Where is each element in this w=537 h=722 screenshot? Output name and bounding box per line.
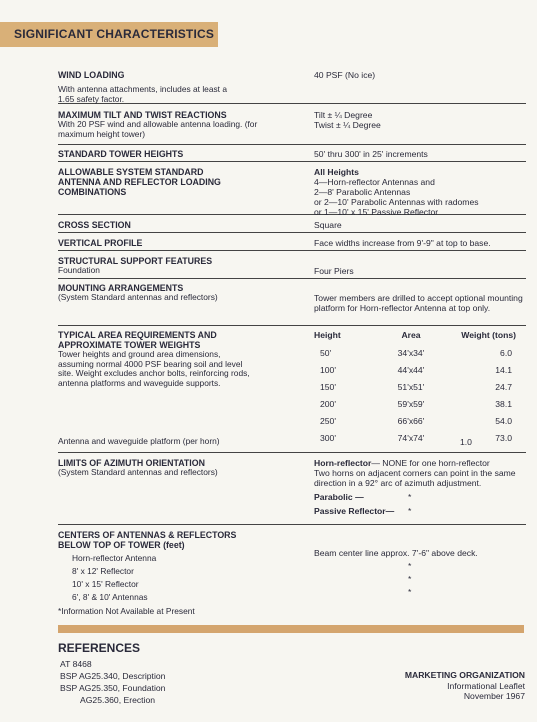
weights-table	[314, 330, 526, 446]
cell-weight: 54.0	[495, 415, 512, 426]
references-title: REFERENCES	[58, 641, 141, 655]
centers-item: 6', 8' & 10' Antennas	[72, 592, 148, 602]
characteristics-list	[58, 62, 526, 605]
heights-title: STANDARD TOWER HEIGHTS	[58, 149, 184, 159]
centers-value: *	[408, 587, 412, 597]
table-row	[314, 395, 526, 412]
references-list	[60, 658, 165, 706]
twist-value: Twist ± ¼ Degree	[314, 120, 381, 130]
divider-bar	[58, 625, 524, 633]
section-tilt-twist	[58, 104, 526, 145]
cell-area: 51'x51'	[397, 381, 425, 392]
cross-title: CROSS SECTION	[58, 220, 131, 230]
page-title: SIGNIFICANT CHARACTERISTICS	[14, 27, 215, 41]
marketing-leaflet: Informational Leaflet	[447, 680, 525, 691]
horn-label: Horn-reflector	[314, 458, 372, 468]
vertical-value: Face widths increase from 9'-9" at top to base.	[314, 238, 491, 248]
heights-value: 50' thru 300' in 25' increments	[314, 149, 428, 159]
reference-item: AG25.360, Erection	[80, 695, 156, 705]
col-header-height: Height	[314, 330, 341, 340]
centers-item: 8' x 12' Reflector	[72, 566, 134, 576]
structural-title: STRUCTURAL SUPPORT FEATURES	[58, 256, 213, 266]
cell-weight: 73.0	[495, 432, 512, 443]
cell-height: 150'	[320, 381, 336, 392]
centers-value: *	[408, 574, 412, 584]
mounting-title: MOUNTING ARRANGEMENTS	[58, 283, 184, 293]
cell-weight: 14.1	[495, 364, 512, 375]
marketing-org: MARKETING ORGANIZATION	[404, 670, 525, 680]
table-row	[314, 344, 526, 361]
centers-item: Horn-reflector Antenna	[72, 553, 157, 563]
cell-height: 200'	[320, 398, 336, 409]
table-row	[314, 412, 526, 429]
cell-height: 300'	[320, 432, 336, 443]
wind-desc: With antenna attachments, includes at least a 1.65 safety factor.	[58, 84, 227, 104]
cell-area: 34'x34'	[397, 347, 425, 358]
passive-value: *	[408, 506, 412, 516]
section-tower-heights	[58, 145, 526, 162]
allowable-line: or 2—10' Parabolic Antennas with radomes	[314, 197, 479, 207]
passive-label: Passive Reflector—	[314, 506, 395, 516]
allowable-head: All Heights	[314, 167, 359, 177]
cross-value: Square	[314, 220, 342, 230]
parabolic-value: *	[408, 492, 412, 502]
marketing-date: November 1967	[463, 691, 525, 701]
reference-item: BSP AG25.340, Description	[60, 671, 166, 681]
centers-value: Beam center line approx. 7'-6" above deck.	[314, 548, 478, 558]
limits-desc: (System Standard antennas and reflectors)	[58, 467, 218, 477]
vertical-title: VERTICAL PROFILE	[58, 238, 143, 248]
section-vertical-profile	[58, 233, 526, 251]
table-row	[314, 361, 526, 378]
horn-text-2: Two horns on adjacent corners can point in the same direction in a 92° arc of azimuth adjustment.	[314, 468, 516, 488]
wind-title: WIND LOADING	[58, 70, 125, 80]
wind-value: 40 PSF (No ice)	[314, 70, 376, 80]
horn-text: — NONE for one horn-reflector	[371, 458, 490, 468]
cell-height: 50'	[320, 347, 332, 358]
platform-value: 1.0	[460, 437, 472, 447]
centers-title: CENTERS OF ANTENNAS & REFLECTORS BELOW TOP OF TOWER (feet)	[58, 530, 237, 550]
cell-weight: 24.7	[495, 381, 512, 392]
table-row	[314, 378, 526, 395]
section-mounting	[58, 279, 526, 326]
section-allowable-combinations	[58, 162, 526, 215]
allowable-title: ALLOWABLE SYSTEM STANDARD ANTENNA AND REFLECTOR LOADING COMBINATIONS	[58, 167, 221, 197]
section-azimuth-limits	[58, 453, 526, 525]
centers-item: 10' x 15' Reflector	[72, 579, 139, 589]
allowable-line: or 1—10' x 15' Passive Reflector	[314, 207, 439, 217]
centers-value: *	[408, 561, 412, 571]
typical-desc: Tower heights and ground area dimensions, assuming normal 4000 PSF bearing soil and level site. Weight excludes anchor bolts, reinforcing rods, antenna platforms and waveguide supports.	[58, 349, 250, 388]
tilt-desc: With 20 PSF wind and allowable antenna loading. (for maximum height tower)	[58, 119, 258, 139]
col-header-area: Area	[401, 330, 421, 340]
section-antenna-centers	[58, 525, 526, 605]
col-header-weight: Weight (tons)	[461, 330, 516, 340]
limits-title: LIMITS OF AZIMUTH ORIENTATION	[58, 458, 205, 468]
mounting-value: Tower members are drilled to accept optional mounting platform for Horn-reflector Antenna at top only.	[314, 293, 523, 313]
structural-label: Foundation	[58, 265, 100, 275]
cell-height: 250'	[320, 415, 336, 426]
section-typical-area	[58, 326, 526, 453]
typical-title: TYPICAL AREA REQUIREMENTS AND APPROXIMATE TOWER WEIGHTS	[58, 330, 217, 350]
allowable-line: 4—Horn-reflector Antennas and	[314, 177, 435, 187]
cell-area: 59'x59'	[397, 398, 425, 409]
tilt-value: Tilt ± ¼ Degree	[314, 110, 373, 120]
cell-weight: 38.1	[495, 398, 512, 409]
platform-label: Antenna and waveguide platform (per horn)	[58, 436, 220, 446]
parabolic-label: Parabolic —	[314, 492, 364, 502]
cell-weight: 6.0	[500, 347, 512, 358]
marketing-block	[405, 670, 525, 702]
cell-area: 66'x66'	[397, 415, 425, 426]
section-wind-loading	[58, 62, 526, 104]
allowable-line: 2—8' Parabolic Antennas	[314, 187, 411, 197]
cell-area: 74'x74'	[397, 432, 425, 443]
reference-item: AT 8468	[60, 659, 92, 669]
cell-height: 100'	[320, 364, 336, 375]
section-cross-section	[58, 215, 526, 233]
reference-item: BSP AG25.350, Foundation	[60, 683, 166, 693]
section-structural-support	[58, 251, 526, 279]
footnote: *Information Not Available at Present	[58, 606, 195, 616]
mounting-desc: (System Standard antennas and reflectors)	[58, 292, 218, 302]
structural-value: Four Piers	[314, 266, 354, 276]
tilt-title: MAXIMUM TILT AND TWIST REACTIONS	[58, 110, 227, 120]
cell-area: 44'x44'	[397, 364, 425, 375]
